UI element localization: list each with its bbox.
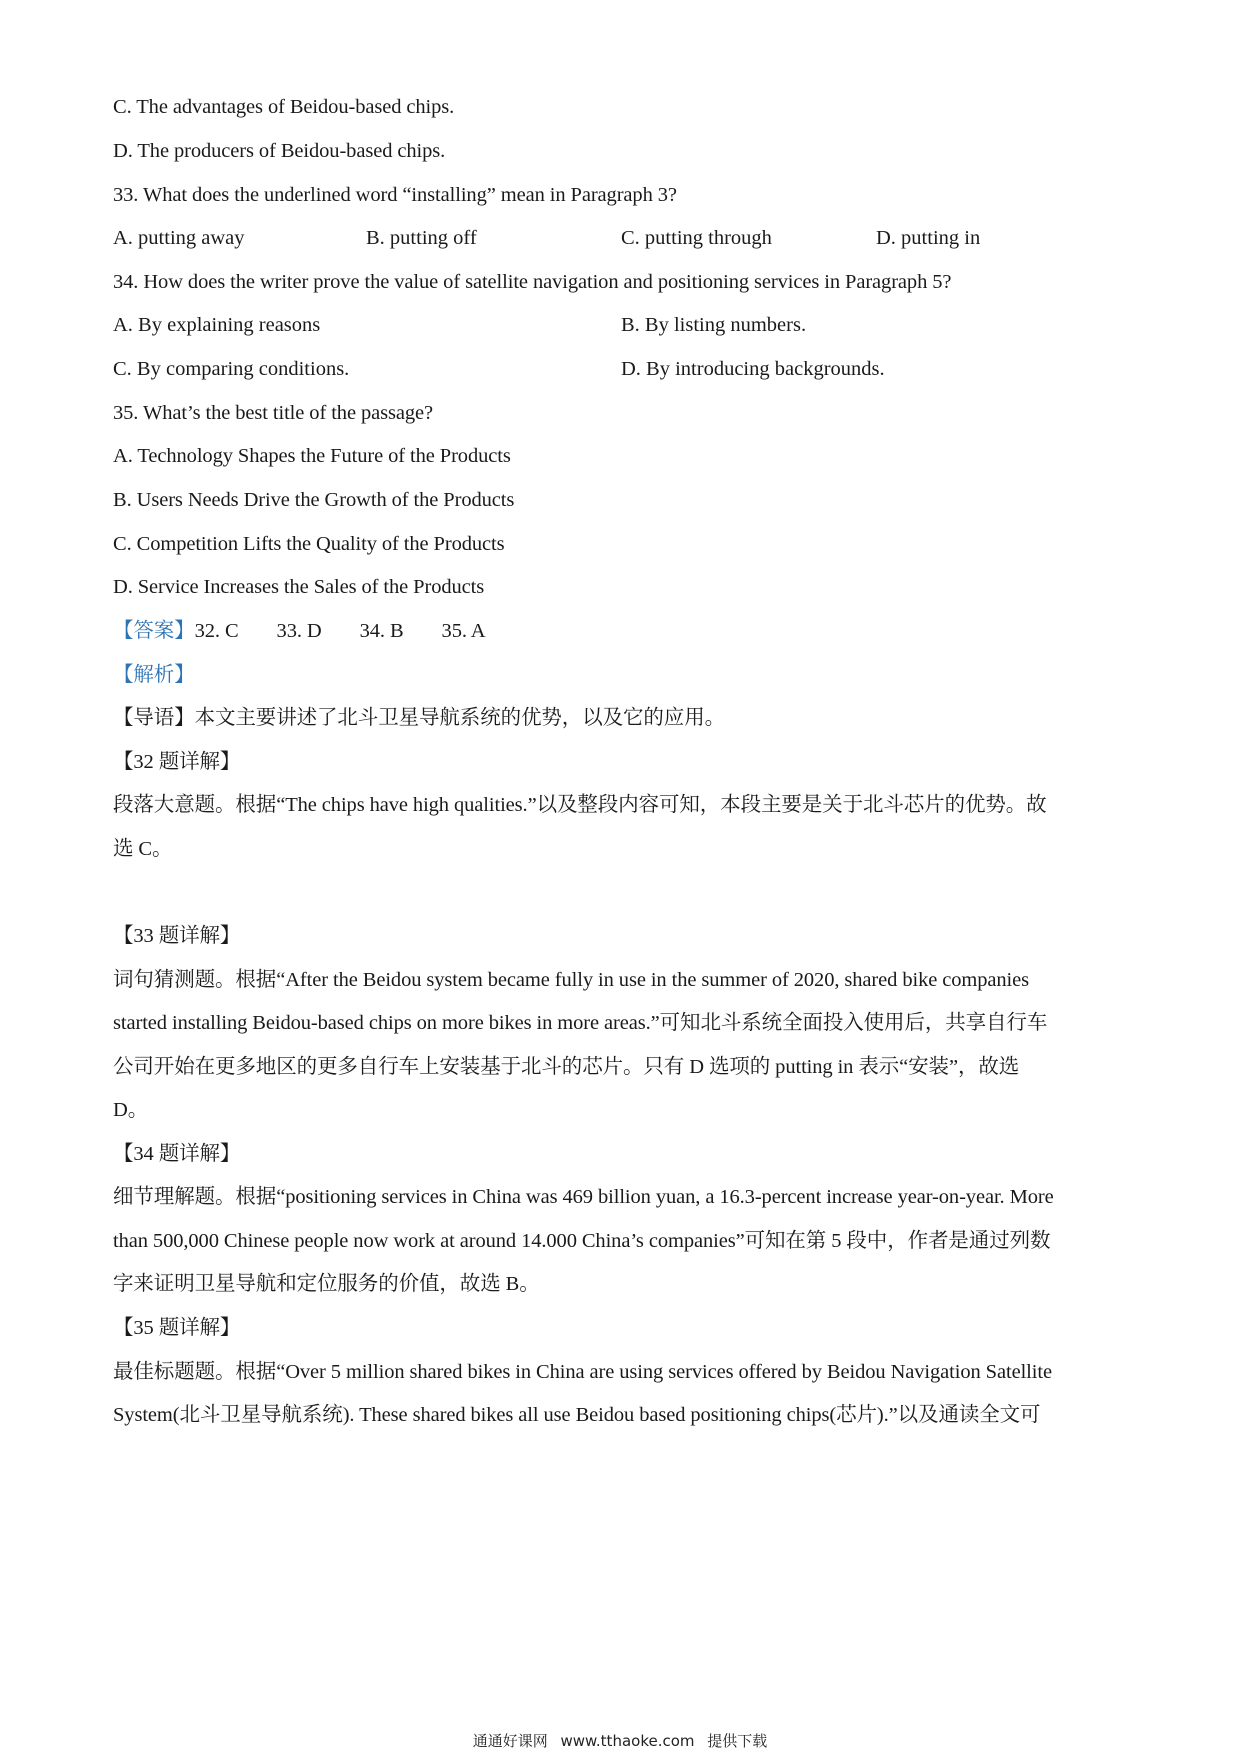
q35-option-c: C. Competition Lifts the Quality of the Products bbox=[113, 533, 505, 555]
answer-item: 33. D bbox=[276, 620, 322, 642]
q35-option-a: A. Technology Shapes the Future of the Products bbox=[113, 445, 511, 467]
detail-35-title: 【35 题详解】 bbox=[113, 1317, 241, 1339]
q32-option-d: D. The producers of Beidou-based chips. bbox=[113, 140, 446, 162]
detail-33-line: 公司开始在更多地区的更多自行车上安装基于北斗的芯片。只有 D 选项的 putting in 表示“安装”，故选 bbox=[113, 1056, 1020, 1078]
detail-32-line: 选 C。 bbox=[113, 838, 173, 860]
q35-option-b: B. Users Needs Drive the Growth of the Products bbox=[113, 489, 515, 511]
detail-33-line: D。 bbox=[113, 1099, 149, 1121]
q34-option-a: A. By explaining reasons bbox=[113, 314, 321, 336]
q33-question: 33. What does the underlined word “installing” mean in Paragraph 3? bbox=[113, 184, 677, 206]
q33-option-a: A. putting away bbox=[113, 227, 245, 249]
q35-question: 35. What’s the best title of the passage? bbox=[113, 402, 434, 424]
footer-note: 提供下载 bbox=[707, 1732, 768, 1750]
q34-option-d: D. By introducing backgrounds. bbox=[621, 358, 885, 380]
answer-item: 32. C bbox=[194, 620, 239, 642]
page-footer bbox=[0, 1730, 1240, 1751]
q34-option-b: B. By listing numbers. bbox=[621, 314, 807, 336]
footer-site-name: 通通好课网 bbox=[472, 1732, 548, 1750]
q33-option-d: D. putting in bbox=[876, 227, 981, 249]
detail-32-line: 段落大意题。根据“The chips have high qualities.”以及整段内容可知，本段主要是关于北斗芯片的优势。故 bbox=[113, 794, 1047, 816]
answer-item: 34. B bbox=[359, 620, 404, 642]
detail-34-line: 细节理解题。根据“positioning services in China was 469 billion yuan, a 16.3-percent increase year-on-year. More bbox=[113, 1186, 1054, 1208]
q34-question: 34. How does the writer prove the value of satellite navigation and positioning services in Paragraph 5? bbox=[113, 271, 952, 293]
q34-option-c: C. By comparing conditions. bbox=[113, 358, 350, 380]
answer-label: 【答案】 bbox=[113, 620, 195, 642]
answer-line bbox=[113, 618, 523, 644]
q33-option-b: B. putting off bbox=[366, 227, 477, 249]
footer-url[interactable]: www.tthaoke.com bbox=[560, 1732, 695, 1750]
detail-35-line: System(北斗卫星导航系统). These shared bikes all use Beidou based positioning chips(芯片).”以及通读全文可 bbox=[113, 1404, 1041, 1426]
detail-33-line: started installing Beidou-based chips on more bikes in more areas.”可知北斗系统全面投入使用后，共享自行车 bbox=[113, 1012, 1048, 1034]
detail-34-line: 字来证明卫星导航和定位服务的价值，故选 B。 bbox=[113, 1273, 540, 1295]
q35-option-d: D. Service Increases the Sales of the Products bbox=[113, 576, 485, 598]
detail-32-title: 【32 题详解】 bbox=[113, 751, 241, 773]
analysis-intro: 【导语】本文主要讲述了北斗卫星导航系统的优势，以及它的应用。 bbox=[113, 707, 725, 729]
analysis-label: 【解析】 bbox=[113, 664, 195, 686]
q33-option-c: C. putting through bbox=[621, 227, 772, 249]
detail-35-line: 最佳标题题。根据“Over 5 million shared bikes in China are using services offered by Beidou Navigation Satellite bbox=[113, 1361, 1052, 1383]
detail-34-title: 【34 题详解】 bbox=[113, 1143, 241, 1165]
answer-item: 35. A bbox=[441, 620, 486, 642]
detail-33-title: 【33 题详解】 bbox=[113, 925, 241, 947]
q32-option-c: C. The advantages of Beidou-based chips. bbox=[113, 96, 455, 118]
detail-34-line: than 500,000 Chinese people now work at around 14.000 China’s companies”可知在第 5 段中，作者是通过列数 bbox=[113, 1230, 1051, 1252]
detail-33-line: 词句猜测题。根据“After the Beidou system became fully in use in the summer of 2020, shared bike companies bbox=[113, 969, 1030, 991]
